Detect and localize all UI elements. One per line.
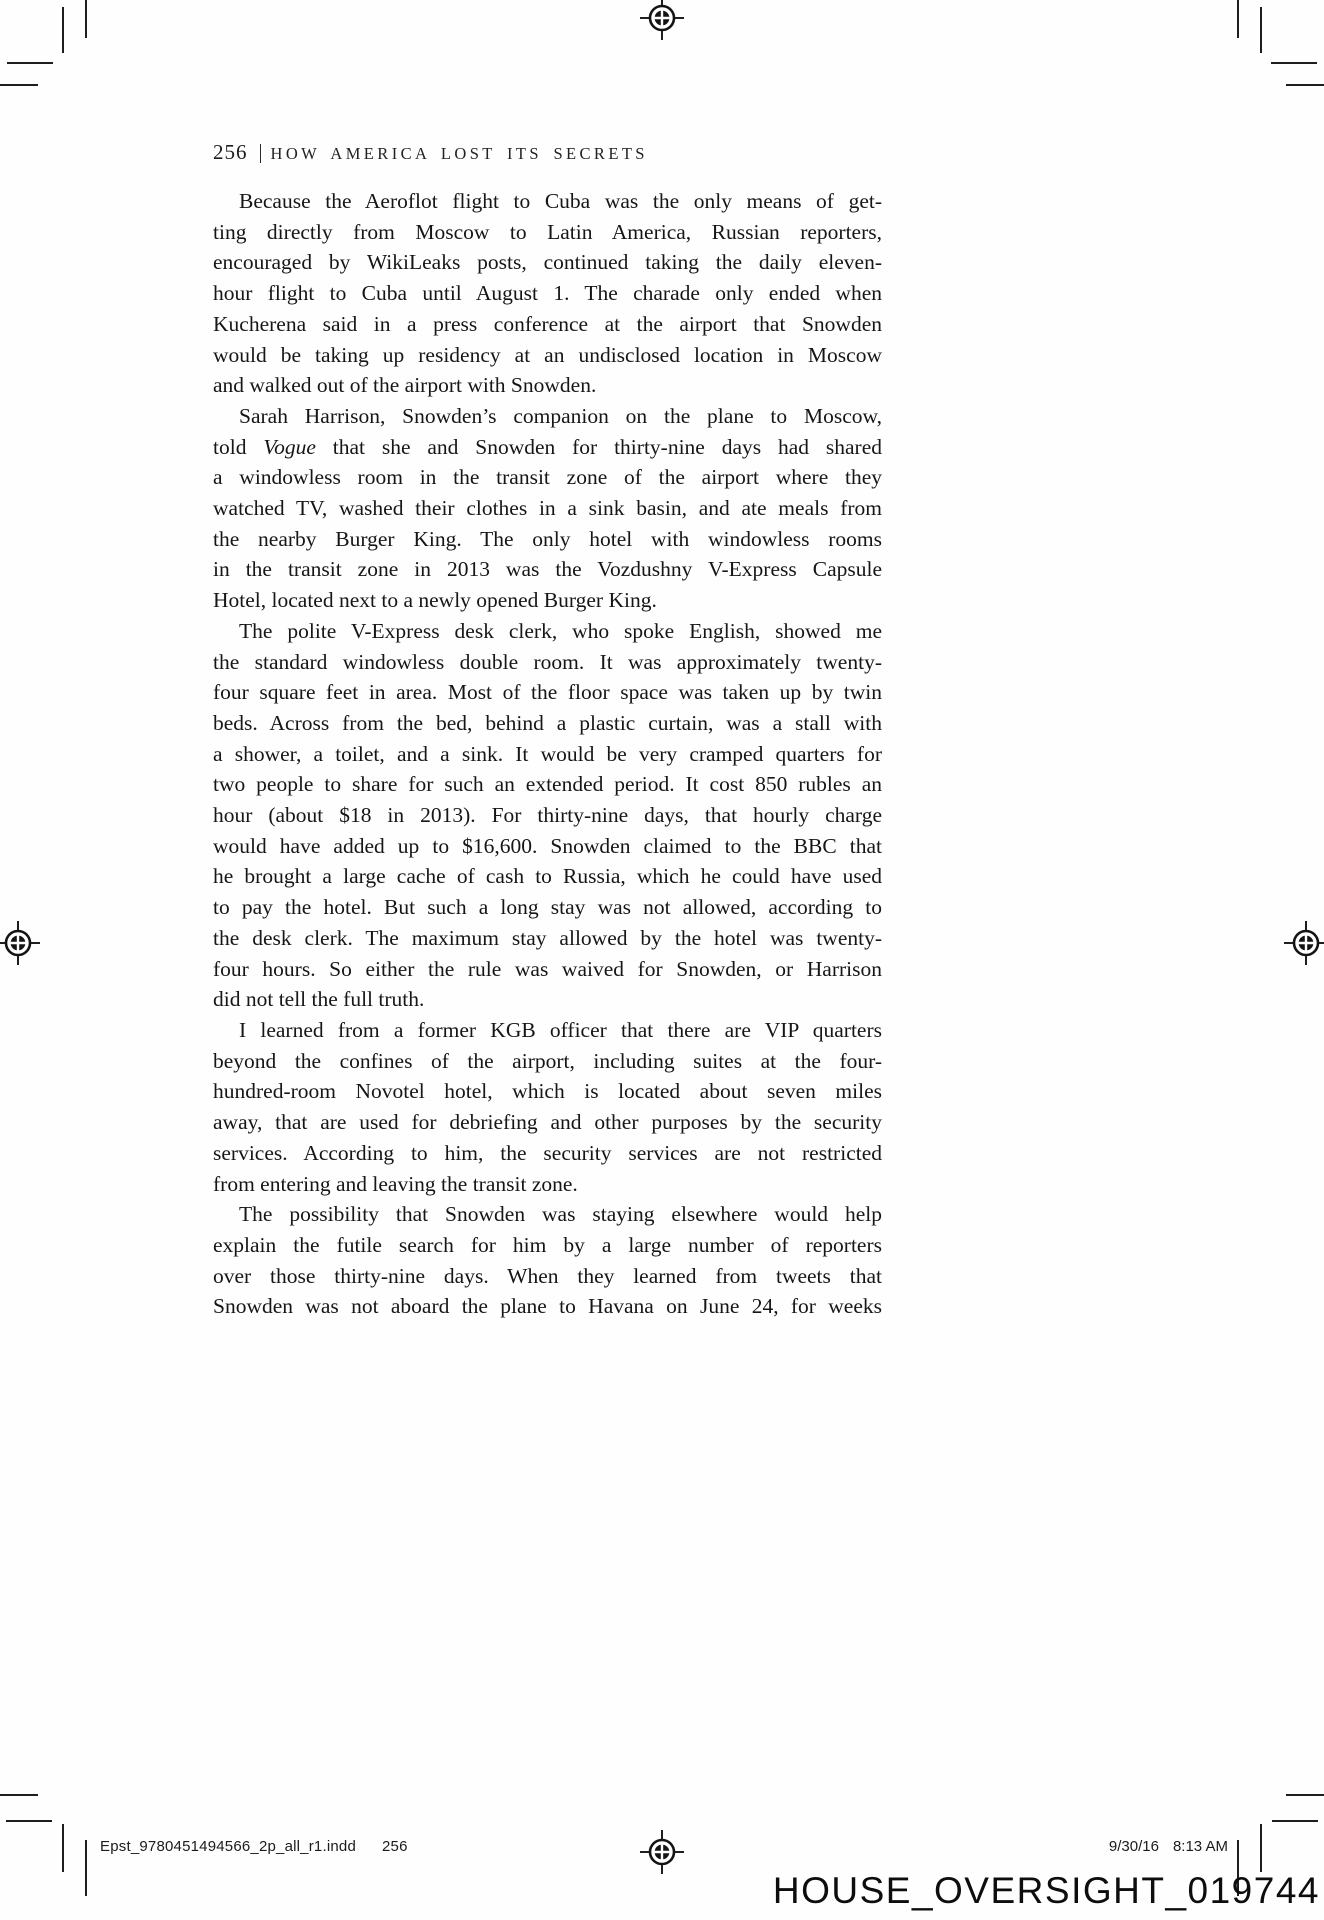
registration-target-icon [0, 921, 40, 965]
crop-mark [1237, 0, 1239, 38]
paragraph [213, 401, 882, 616]
text-line: a shower, a toilet, and a sink. It would be very cramped quarters for [213, 741, 882, 766]
crop-mark [1286, 1794, 1324, 1796]
text-line: the desk clerk. The maximum stay allowed by the hotel was twenty- [213, 925, 882, 950]
paragraph [213, 1199, 882, 1322]
text-line: explain the futile search for him by a large number of reporters [213, 1232, 882, 1257]
print-date: 9/30/16 [1108, 1838, 1159, 1855]
text-line: would be taking up residency at an undisclosed location in Moscow [213, 342, 882, 367]
running-head [213, 140, 883, 165]
crop-mark [1271, 62, 1317, 64]
text-line: beds. Across from the bed, behind a plastic curtain, was a stall with [213, 710, 882, 735]
text-line: Snowden was not aboard the plane to Havana on June 24, for weeks [213, 1294, 882, 1319]
body-text [213, 186, 882, 1322]
text-line: watched TV, washed their clothes in a sink basin, and ate meals from [213, 496, 882, 521]
text-line: The possibility that Snowden was staying elsewhere would help [239, 1202, 882, 1227]
text-line: Because the Aeroflot flight to Cuba was the only means of get- [239, 189, 882, 213]
italic-text: Vogue [263, 434, 316, 459]
text-line: did not tell the full truth. [213, 987, 425, 1012]
text-line: away, that are used for debriefing and other purposes by the security [213, 1110, 882, 1135]
text-line: the standard windowless double room. It was approximately twenty- [213, 649, 882, 674]
text-line: beyond the confines of the airport, including suites at the four- [213, 1048, 882, 1073]
crop-mark [62, 7, 64, 53]
crop-mark [1272, 1820, 1318, 1822]
bates-stamp: HOUSE_OVERSIGHT_019744 [772, 1870, 1320, 1911]
text-line: ting directly from Moscow to Latin America, Russian reporters, [213, 219, 882, 244]
crop-mark [85, 0, 87, 38]
text-line: four hours. So either the rule was waived for Snowden, or Harrison [213, 956, 882, 981]
text-line: from entering and leaving the transit zone. [213, 1171, 578, 1196]
registration-target-icon [640, 0, 684, 40]
text-line: and walked out of the airport with Snowden. [213, 373, 597, 398]
running-title: HOW AMERICA LOST ITS SECRETS [270, 144, 648, 163]
registration-target-icon [1284, 921, 1324, 965]
text-line: in the transit zone in 2013 was the Vozdushny V-Express Capsule [213, 557, 882, 582]
header-divider [260, 144, 261, 163]
crop-mark [0, 1794, 38, 1796]
text-line: he brought a large cache of cash to Russia, which he could have used [213, 864, 882, 889]
page-number: 256 [213, 140, 248, 164]
registration-target-icon [640, 1830, 684, 1874]
text-line: Sarah Harrison, Snowden’s companion on the plane to Moscow, [239, 403, 882, 428]
crop-mark [1260, 7, 1262, 53]
slug-filename: Epst_9780451494566_2p_all_r1.indd [100, 1838, 356, 1855]
print-timestamp [1109, 1838, 1228, 1855]
crop-mark [62, 1824, 64, 1872]
text-line: a windowless room in the transit zone of the airport where they [213, 465, 882, 490]
slug-page-number: 256 [382, 1838, 408, 1855]
text-line: four square feet in area. Most of the floor space was taken up by twin [213, 680, 882, 705]
paragraph [213, 616, 882, 1015]
crop-mark [0, 84, 38, 86]
crop-mark [1260, 1824, 1262, 1872]
text-line: services. According to him, the security services are not restricted [213, 1140, 882, 1165]
print-time: 8:13 AM [1172, 1838, 1228, 1855]
text-line: Hotel, located next to a newly opened Burger King. [213, 588, 657, 613]
text-line: encouraged by WikiLeaks posts, continued taking the daily eleven- [213, 250, 882, 275]
paragraph [213, 186, 882, 401]
printer-slug [100, 1838, 408, 1855]
text-line: over those thirty-nine days. When they learned from tweets that [213, 1263, 882, 1288]
text-line: hour (about $18 in 2013). For thirty-nine days, that hourly charge [213, 803, 882, 828]
text-line: would have added up to $16,600. Snowden claimed to the BBC that [213, 833, 882, 858]
text-line: hundred-room Novotel hotel, which is located about seven miles [213, 1079, 882, 1104]
text-line: The polite V-Express desk clerk, who spoke English, showed me [239, 618, 882, 643]
text-line: hour flight to Cuba until August 1. The charade only ended when [213, 281, 882, 306]
text-line: two people to share for such an extended period. It cost 850 rubles an [213, 772, 882, 797]
text-line: to pay the hotel. But such a long stay was not allowed, according to [213, 895, 882, 920]
text-line: I learned from a former KGB officer that there are VIP quarters [239, 1017, 882, 1042]
crop-mark [85, 1840, 87, 1896]
text-line: Kucherena said in a press conference at the airport that Snowden [213, 311, 882, 336]
crop-mark [7, 62, 53, 64]
paragraph [213, 1015, 882, 1199]
text-line: the nearby Burger King. The only hotel with windowless rooms [213, 526, 882, 551]
text-line: told Vogue that she and Snowden for thirty-nine days had shared [213, 434, 882, 459]
crop-mark [6, 1820, 52, 1822]
crop-mark [1286, 84, 1324, 86]
